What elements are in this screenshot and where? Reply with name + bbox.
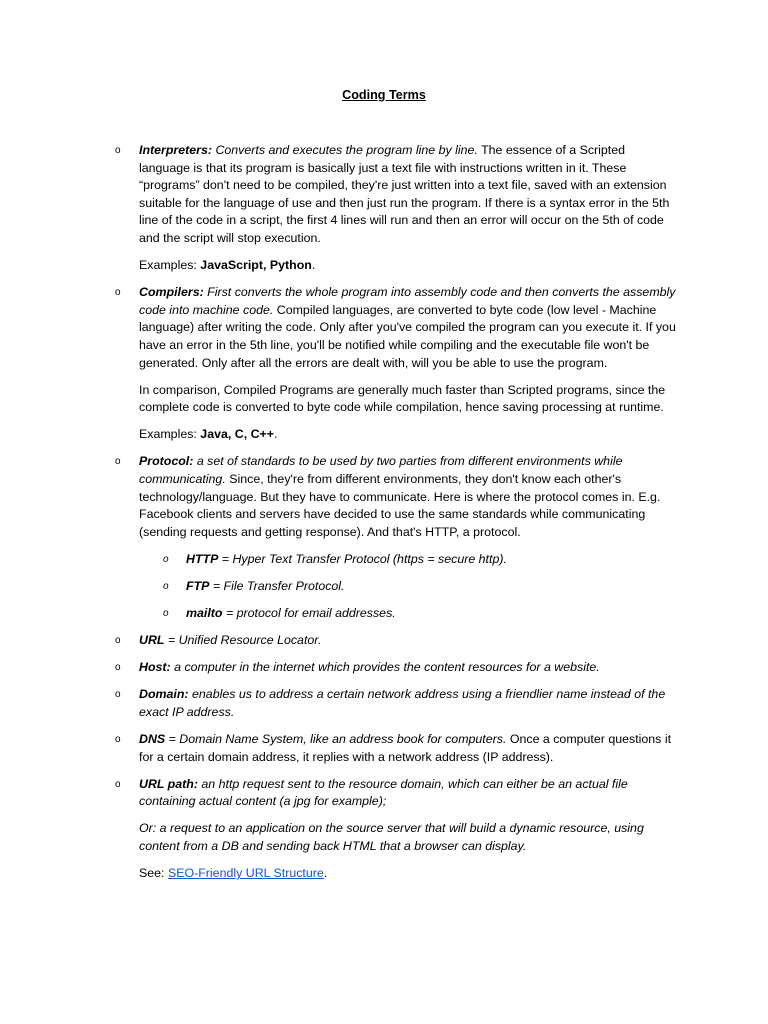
compilers-definition: First converts the whole program into assembly code and then converts the assembly code into machine code. <box>139 285 676 317</box>
url-definition: = Unified Resource Locator. <box>164 633 322 648</box>
interpreters-term: Interpreters: <box>139 143 212 157</box>
page-title: Coding Terms <box>342 88 426 102</box>
compilers-paragraph <box>139 284 677 372</box>
http-term: HTTP <box>186 551 219 566</box>
examples-end: . <box>274 427 278 442</box>
url-path-paragraph <box>139 776 677 811</box>
list-item-url-path <box>115 776 677 883</box>
examples-label: Examples: <box>139 427 201 442</box>
list-item-protocol <box>115 453 677 541</box>
host-definition: a computer in the internet which provides the content resources for a website. <box>170 660 600 675</box>
url-path-see <box>139 865 677 883</box>
bullet-icon: o <box>115 662 121 674</box>
bullet-icon: o <box>163 608 169 620</box>
protocol-text: Since, they're from different environments, they don't know each other's technology/language. But they have to communicate. Here is where the protocol comes in. E.g. Facebook clients and servers have decided to use the same standards while communicating (sending requests and getting response). And that's HTTP, a protocol. <box>139 472 661 539</box>
dns-definition: = Domain Name System, like an address book for computers. <box>165 732 507 747</box>
host-term: Host: <box>139 660 171 675</box>
examples-label: Examples: <box>139 258 201 273</box>
bullet-icon: o <box>115 734 121 746</box>
http-paragraph <box>186 551 677 569</box>
compilers-comparison: In comparison, Compiled Programs are generally much faster than Scripted programs, since the complete code is converted to byte code while compilation, hence saving processing at runtime. <box>139 382 666 415</box>
host-paragraph <box>139 659 677 677</box>
bullet-icon: o <box>115 689 121 701</box>
see-label: See: <box>139 866 168 881</box>
mailto-paragraph <box>186 605 677 623</box>
list-item-interpreters <box>115 142 677 275</box>
ftp-term: FTP <box>186 578 210 593</box>
see-end: . <box>323 866 328 881</box>
mailto-definition: = protocol for email addresses. <box>222 606 396 621</box>
list-item-url <box>115 632 677 650</box>
protocol-definition: a set of standards to be used by two parties from different environments while communicating. <box>139 454 623 486</box>
domain-term: Domain: <box>139 687 189 702</box>
bullet-icon: o <box>115 145 121 156</box>
bullet-icon: o <box>115 456 121 468</box>
bullet-icon: o <box>115 635 121 647</box>
sublist-item-http <box>163 551 677 569</box>
domain-paragraph <box>139 686 677 721</box>
term-list <box>115 142 677 892</box>
dns-text: Once a computer questions it for a certain domain address, it replies with a network address (IP address). <box>139 732 672 764</box>
examples-values: JavaScript, Python <box>200 258 312 273</box>
bullet-icon: o <box>115 778 121 790</box>
examples-values: Java, C, C++ <box>200 427 274 442</box>
ftp-definition: = File Transfer Protocol. <box>209 578 345 593</box>
list-item-dns <box>115 731 677 766</box>
list-item-domain <box>115 686 677 721</box>
url-path-definition: an http request sent to the resource domain, which can either be an actual file containing actual content (a jpg for example); <box>139 776 628 809</box>
bullet-icon: o <box>163 553 169 565</box>
sublist-item-ftp <box>163 578 677 596</box>
url-path-or-text: Or: a request to an application on the source server that will build a dynamic resource, using content from a DB and sending back HTML that a browser can display. <box>139 821 644 853</box>
http-definition: = Hyper Text Transfer Protocol (https = secure http). <box>218 551 507 566</box>
url-path-term: URL path: <box>139 776 198 791</box>
compilers-examples <box>139 426 677 444</box>
url-term: URL <box>139 633 165 648</box>
interpreters-paragraph <box>139 142 677 248</box>
examples-end: . <box>311 258 316 273</box>
bullet-icon: o <box>163 580 169 592</box>
interpreters-text: The essence of a Scripted language is that its program is basically just a text file with instructions written in it. These “programs” don't need to be compiled, they're just written into a text file, saved with an extension suitable for the language of use and then just run the program. If there is a syntax error in the 5th line of the code in a script, the first 4 lines will run and then an error will occur on the 5th of code and the script will stop execution. <box>139 143 670 245</box>
interpreters-examples <box>139 257 677 275</box>
mailto-term: mailto <box>186 606 223 621</box>
compilers-term: Compilers: <box>139 285 204 300</box>
compilers-text: Compiled languages, are converted to byte code (low level - Machine language) after writing the code. Only after you've compiled the program can you execute it. If you have an error in the 5th line, you'll be notified while compiling and the executable file won't be generated. Only after all the errors are dealt with, will you be able to use the program. <box>139 302 676 370</box>
bullet-icon: o <box>115 287 121 299</box>
protocol-paragraph <box>139 453 677 541</box>
list-item-host <box>115 659 677 677</box>
list-item-compilers <box>115 284 677 444</box>
url-paragraph <box>139 632 677 650</box>
dns-paragraph <box>139 731 677 766</box>
sublist-item-mailto <box>163 605 677 623</box>
url-path-or <box>139 820 677 855</box>
domain-definition: enables us to address a certain network address using a friendlier name instead of the exact IP address. <box>139 687 666 719</box>
ftp-paragraph <box>186 578 677 596</box>
interpreters-definition: Converts and executes the program line by line. <box>212 143 478 157</box>
dns-term: DNS <box>139 732 166 747</box>
seo-url-structure-link[interactable]: SEO-Friendly URL Structure <box>167 866 324 881</box>
protocol-term: Protocol: <box>139 454 194 469</box>
